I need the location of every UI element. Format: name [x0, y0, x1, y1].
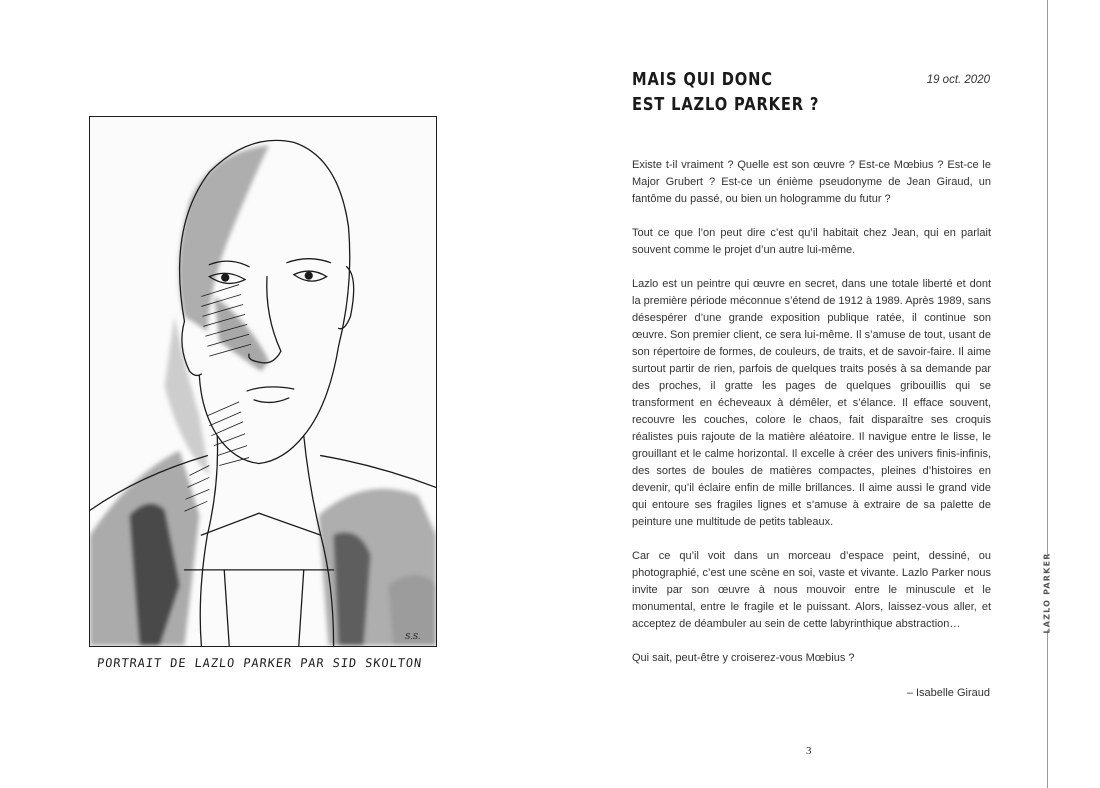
- body-paragraph: Existe t-il vraiment ? Quelle est son œuvre ? Est-ce Mœbius ? Est-ce le Major Grubert ? Est-ce un énième pseudonyme de Jean Giraud, un fantôme du passé, ou bien un hologramme du futur ?: [632, 159, 991, 205]
- portrait-illustration: [89, 116, 437, 647]
- article-title-line-1: MAIS QUI DONC: [632, 70, 773, 90]
- portrait-drawing: [90, 117, 436, 646]
- illustration-caption: PORTRAIT DE LAZLO PARKER PAR SID SKOLTON: [96, 656, 423, 670]
- article-title-line-2: EST LAZLO PARKER ?: [632, 95, 820, 115]
- body-paragraph: Lazlo est un peintre qui œuvre en secret, dans une totale liberté et dont la première période méconnue s’étend de 1912 à 1989. Après 1989, sans désespérer d’une grande exposition publique ratée, il continue son œuvre. Son premier client, ce sera lui-même. Il s’amuse de tout, usant de son répertoire de formes, de couleurs, de traits, et de savoir-faire. Il aime surtout partir de rien, parfois de quelques traits posés à sa demande par des proches, il gratte les pages de quelques gribouillis qui se transforment en écheveaux à démêler, et s’élance. Il efface souvent, recouvre les couches, colore le chaos, fait disparaître ses croquis réalistes puis rajoute de la matière aléatoire. Il navigue entre le lisse, le grouillant et le calme horizontal. Il excelle à créer des univers finis-infinis, des sortes de boules de matières compactes, pleines d’histoires en devenir, qu’il éclaire enfin de mille brillances. Il aime aussi le grand vide qui entoure ses fragiles lignes et s’amuse à extraire de sa palette de peinture une multitude de petits tableaux.: [632, 278, 991, 528]
- body-paragraph: Tout ce que l’on peut dire c’est qu’il habitait chez Jean, qui en parlait souvent comme le projet d’un autre lui-même.: [632, 227, 991, 256]
- body-paragraph: Qui sait, peut-être y croiserez-vous Mœbius ?: [632, 652, 855, 664]
- running-head: LAZLO PARKER: [1042, 552, 1052, 634]
- article-date: 19 oct. 2020: [926, 74, 990, 86]
- page-edge-rule: [1047, 0, 1048, 788]
- page-number: 3: [806, 745, 812, 757]
- author-signature: – Isabelle Giraud: [906, 687, 990, 699]
- body-paragraph: Car ce qu’il voit dans un morceau d’espace peint, dessiné, ou photographié, c’est une scène en soi, vaste et vivante. Lazlo Parker nous invite par son œuvre à nous mouvoir entre le minuscule et le monumental, entre le fragile et le puissant. Alors, laissez-vous aller, et acceptez de déambuler au sein de cette labyrinthique abstraction…: [632, 550, 991, 630]
- article-title: [632, 68, 876, 118]
- article-body: [632, 157, 991, 684]
- artist-initials: S.S.: [405, 632, 421, 641]
